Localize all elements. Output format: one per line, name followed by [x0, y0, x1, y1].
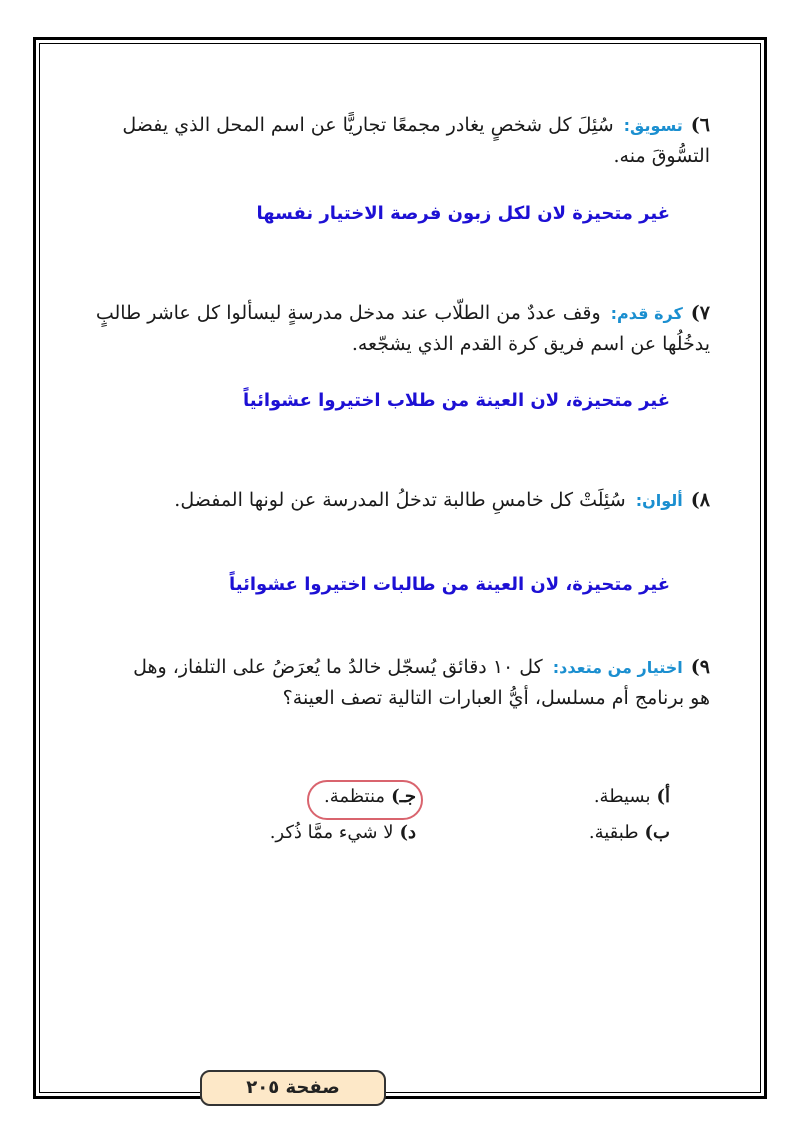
option-text: بسيطة. — [593, 786, 651, 807]
question-number: ٦) — [690, 114, 710, 136]
answer-6: غير متحيزة لان لكل زبون فرصة الاختيار نفسها — [256, 203, 670, 224]
question-number: ٩) — [690, 656, 710, 678]
question-9 — [130, 652, 710, 714]
question-keyword: تسويق: — [623, 116, 683, 135]
question-text: وقف عددٌ من الطلّاب عند مدخل مدرسةٍ ليسألوا كل عاشر طالبٍ يدخُلُها عن اسم فريق كرة القدم الذي يشجّعه. — [95, 302, 710, 355]
question-text: سُئِلَ كل شخصٍ يغادر مجمعًا تجاريًّا عن اسم المحل الذي يفضل التسُّوقَ منه. — [122, 114, 710, 167]
question-text: كل ١٠ دقائق يُسجّل خالدُ ما يُعرَضُ على التلفاز، وهل هو برنامج أم مسلسل، أيُّ العبارات التالية تصف العينة؟ — [133, 656, 710, 709]
question-number: ٨) — [690, 489, 710, 511]
question-6 — [110, 110, 710, 172]
question-keyword: كرة قدم: — [610, 304, 683, 323]
question-8 — [170, 485, 710, 516]
question-keyword: اختيار من متعدد: — [552, 658, 683, 677]
option-d — [270, 822, 416, 843]
option-text: طبقية. — [588, 822, 639, 843]
page-number-label: صفحة ٢٠٥ — [200, 1070, 386, 1106]
question-7 — [90, 298, 710, 360]
question-number: ٧) — [690, 302, 710, 324]
answer-7: غير متحيزة، لان العينة من طلاب اختيروا عشوائياً — [242, 390, 670, 411]
option-text: منتظمة. — [324, 786, 386, 807]
question-text: سُئِلَتْ كل خامسِ طالبة تدخلُ المدرسة عن لونها المفضل. — [174, 489, 626, 511]
option-a — [594, 786, 670, 807]
page-border-inner — [39, 43, 761, 1093]
option-letter: ب) — [644, 822, 670, 843]
option-letter: د) — [399, 822, 416, 843]
option-letter: أ) — [656, 786, 670, 807]
answer-8: غير متحيزة، لان العينة من طالبات اختيروا عشوائياً — [229, 574, 670, 595]
option-c — [324, 786, 416, 807]
question-keyword: ألوان: — [635, 491, 683, 510]
option-text: لا شيء ممَّا ذُكر. — [269, 822, 394, 843]
option-letter: جـ) — [391, 786, 416, 807]
option-b — [589, 822, 670, 843]
